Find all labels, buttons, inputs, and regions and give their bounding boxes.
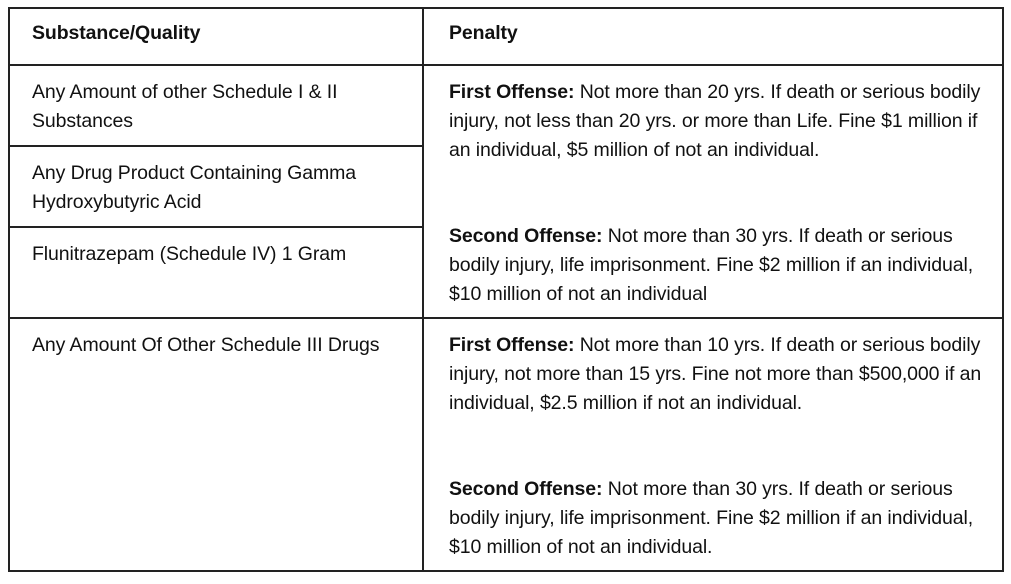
substance-gamma-hydroxybutyric: Any Drug Product Containing Gamma Hydroxybutyric Acid: [32, 162, 357, 213]
penalty-first-offense-1: [449, 78, 984, 165]
substance-schedule-3: Any Amount Of Other Schedule III Drugs: [32, 334, 380, 356]
penalty-second-offense-1: [449, 222, 984, 309]
substance-divider-1: [8, 145, 423, 147]
first-offense-label: First Offense:: [449, 81, 575, 103]
penalty-first-offense-2: [449, 331, 984, 418]
header-divider: [8, 64, 1004, 66]
penalty-second-offense-2: [449, 475, 984, 562]
second-offense-text: Not more than 30 yrs. If death or serious bodily injury, life imprisonment. Fine $2 million if an individual, $10 million of not an individual.: [449, 478, 974, 558]
second-offense-label: Second Offense:: [449, 478, 603, 500]
second-offense-label: Second Offense:: [449, 225, 603, 247]
column-divider: [422, 7, 424, 572]
header-penalty: Penalty: [449, 22, 518, 44]
group-divider: [8, 317, 1004, 319]
second-offense-text: Not more than 30 yrs. If death or serious bodily injury, life imprisonment. Fine $2 million if an individual, $10 million of not an individual: [449, 225, 974, 305]
substance-schedule-1-2: Any Amount of other Schedule I & II Substances: [32, 81, 338, 132]
header-substance: Substance/Quality: [32, 22, 201, 44]
first-offense-text: Not more than 20 yrs. If death or serious bodily injury, not less than 20 yrs. or more than Life. Fine $1 million if an individual, $5 million of not an individual.: [449, 81, 981, 161]
substance-flunitrazepam: Flunitrazepam (Schedule IV) 1 Gram: [32, 243, 347, 265]
first-offense-label: First Offense:: [449, 334, 575, 356]
first-offense-text: Not more than 10 yrs. If death or serious bodily injury, not more than 15 yrs. Fine not more than $500,000 if an individual, $2.5 million if not an individual.: [449, 334, 982, 414]
substance-divider-2: [8, 226, 423, 228]
